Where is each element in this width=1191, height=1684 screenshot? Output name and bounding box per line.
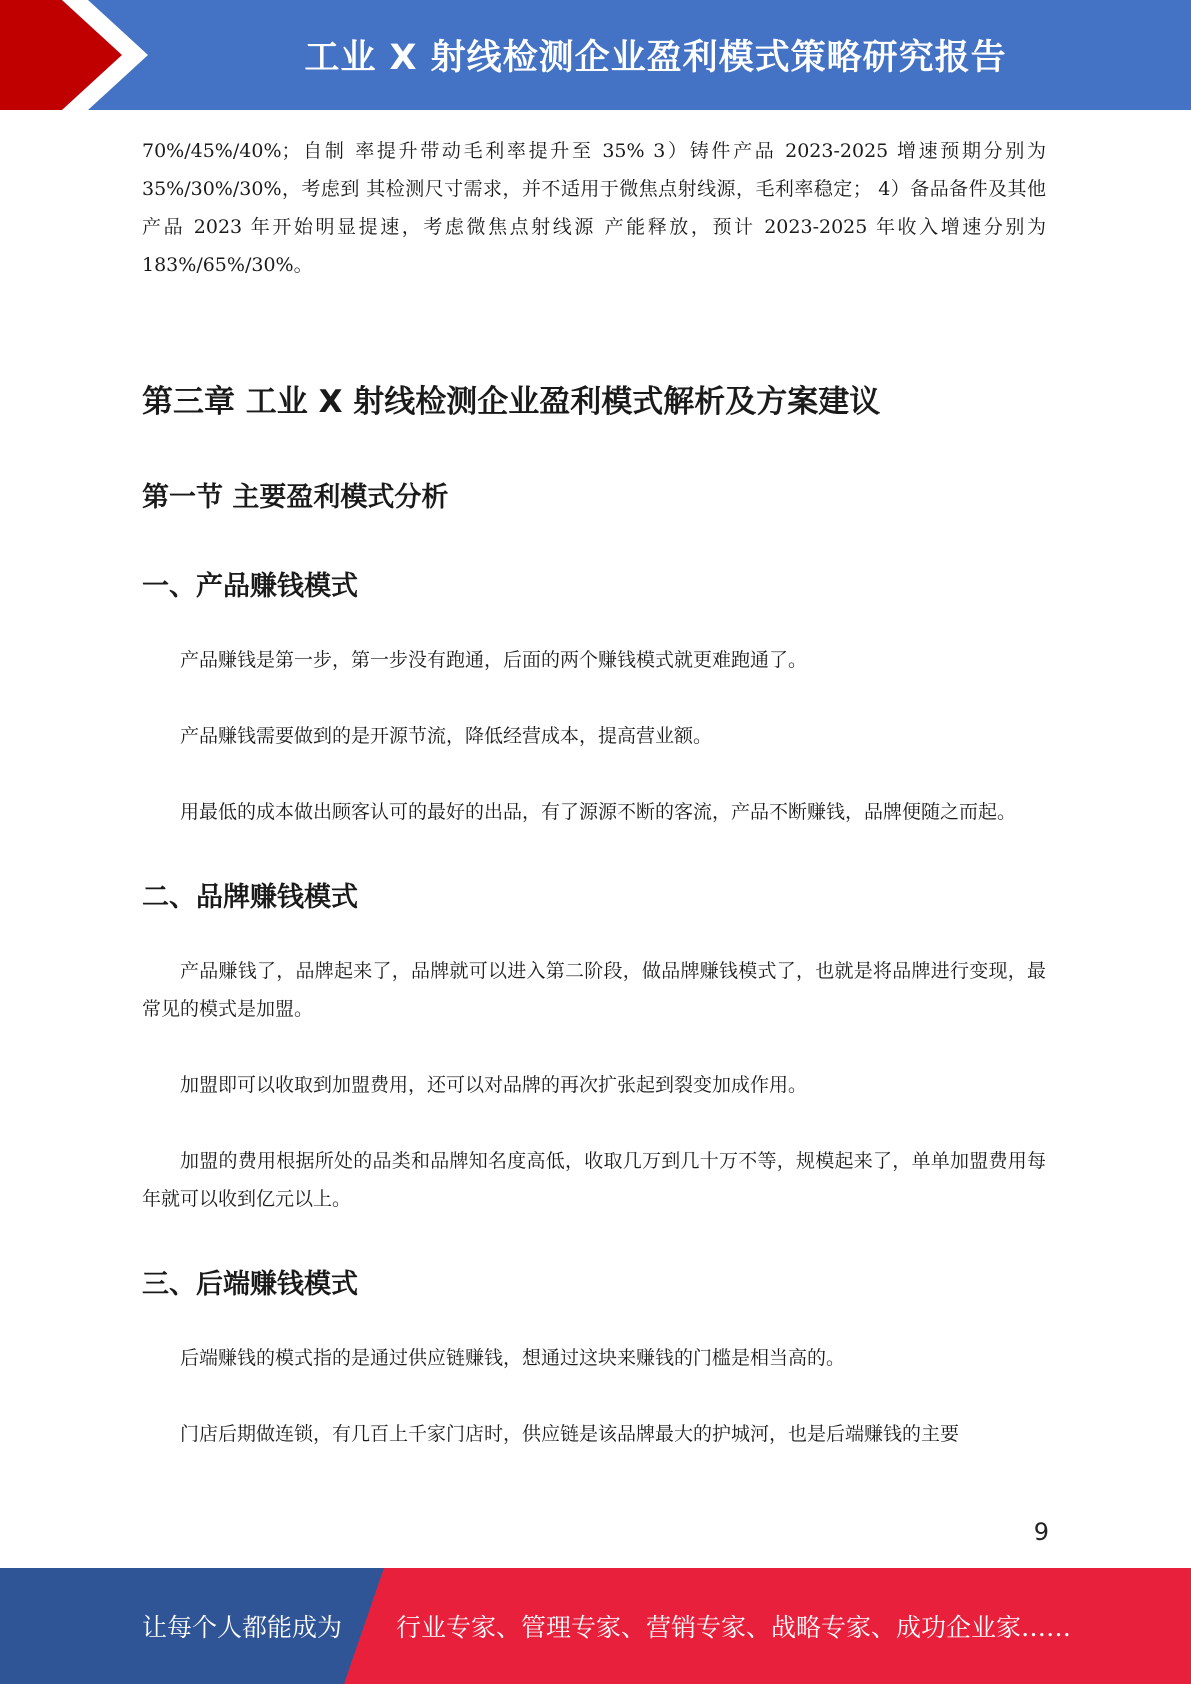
header-chevron-icon: [0, 0, 160, 110]
paragraph: 产品赚钱是第一步，第一步没有跑通，后面的两个赚钱模式就更难跑通了。: [180, 649, 808, 671]
report-title: 工业 X 射线检测企业盈利模式策略研究报告: [304, 38, 1007, 78]
section-title: 第一节 主要盈利模式分析: [142, 482, 449, 513]
paragraph: 加盟的费用根据所处的品类和品牌知名度高低，收取几万到几十万不等，规模起来了，单单加盟费用每年就可以收到亿元以上。: [142, 1150, 1046, 1210]
page-footer: [0, 1568, 1191, 1684]
paragraph: 用最低的成本做出顾客认可的最好的出品，有了源源不断的客流，产品不断赚钱，品牌便随之而起。: [180, 801, 1017, 823]
chapter-title: 第三章 工业 X 射线检测企业盈利模式解析及方案建议: [142, 384, 881, 420]
paragraph: 门店后期做连锁，有几百上千家门店时，供应链是该品牌最大的护城河，也是后端赚钱的主要: [180, 1423, 960, 1445]
page-header: [0, 0, 1191, 110]
subsection-heading: 三、后端赚钱模式: [142, 1269, 358, 1300]
paragraph: 后端赚钱的模式指的是通过供应链赚钱，想通过这块来赚钱的门槛是相当高的。: [180, 1347, 846, 1369]
paragraph: 产品赚钱了，品牌起来了，品牌就可以进入第二阶段，做品牌赚钱模式了，也就是将品牌进行变现，最常见的模式是加盟。: [142, 960, 1046, 1020]
main-content: [142, 132, 1046, 1453]
paragraph: 产品赚钱需要做到的是开源节流，降低经营成本，提高营业额。: [180, 725, 713, 747]
footer-slogan-right: 行业专家、管理专家、营销专家、战略专家、成功企业家……: [396, 1613, 1072, 1642]
intro-paragraph: 70%/45%/40%；自制 率提升带动毛利率提升至 35% 3）铸件产品 2023-2025 增速预期分别为 35%/30%/30%，考虑到 其检测尺寸需求，并不适用于微焦点射线源，毛利率稳定； 4）备品备件及其他产品 2023 年开始明显提速，考虑微焦点射线源 产能释放，预计 2023-2025 年收入增速分别为 183%/65%/30%。: [142, 140, 1046, 276]
paragraph: 加盟即可以收取到加盟费用，还可以对品牌的再次扩张起到裂变加成作用。: [180, 1074, 808, 1096]
subsection-heading: 二、品牌赚钱模式: [142, 882, 358, 913]
footer-slogan-left: 让每个人都能成为: [142, 1613, 343, 1642]
page-number: 9: [1033, 1518, 1049, 1546]
subsection-heading: 一、产品赚钱模式: [142, 571, 358, 602]
